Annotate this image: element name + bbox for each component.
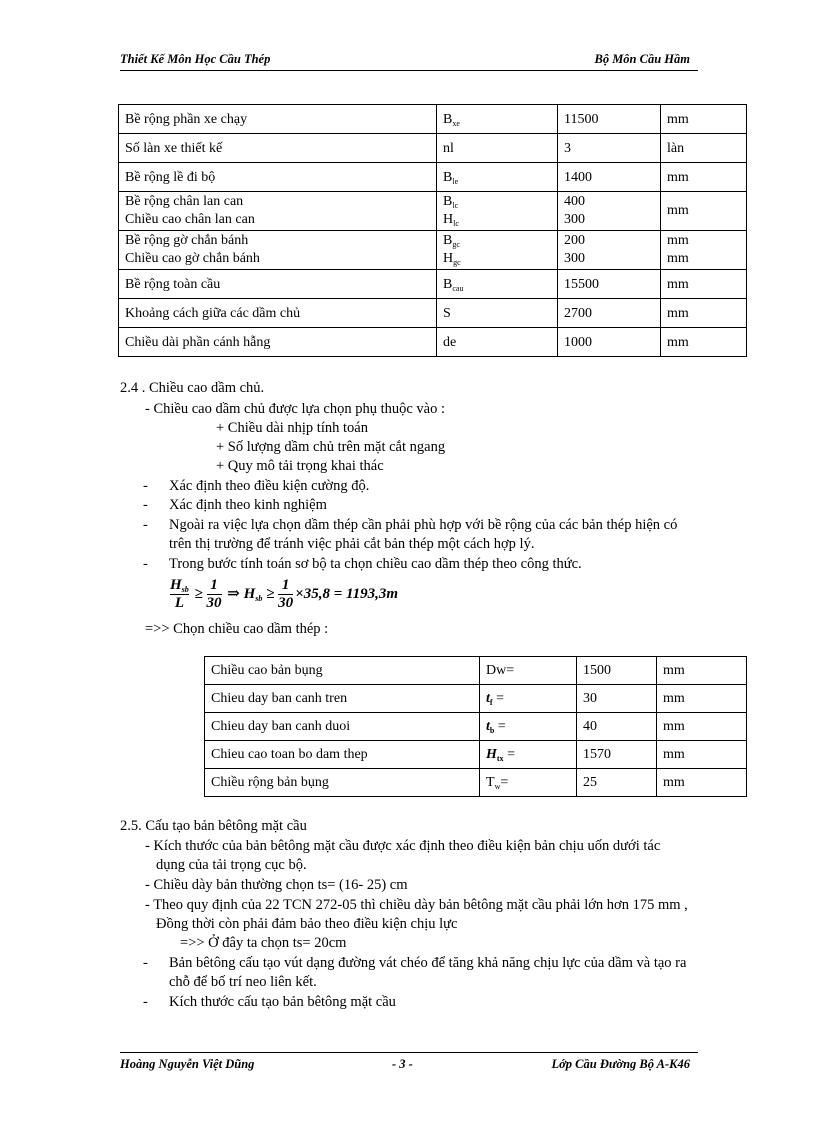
- bullet-dash: -: [143, 556, 148, 572]
- header-right: Bộ Môn Cầu Hầm: [594, 52, 690, 66]
- paragraph: =>> Ở đây ta chọn ts= 20cm: [180, 935, 347, 951]
- table-row: Khoảng cách giữa các dầm chủ S 2700 mm: [119, 299, 747, 328]
- list-item: Trong bước tính toán sơ bộ ta chọn chiều cao dầm thép theo công thức.: [169, 556, 582, 572]
- table-row: Bề rộng gờ chắn bánh Chiều cao gờ chắn bánh $B_{gc}$ $H_{gc}$ 200 300 mm mm: [119, 231, 747, 270]
- table-row: Chieu day ban canh duoi $t_b$ = 40 mm: [205, 713, 747, 741]
- list-item: Xác định theo điều kiện cường độ.: [169, 478, 370, 494]
- table-row: Chieu day ban canh tren $t_f$ = 30 mm: [205, 685, 747, 713]
- page-number: - 3 -: [392, 1057, 413, 1071]
- table-row: Chiều rộng bản bụng $T_w=$ 25 mm: [205, 769, 747, 797]
- list-item: trên thị trường để tránh việc phải cắt bản thép một cách hợp lý.: [169, 536, 535, 552]
- table-row: Bề rộng phần xe chạy $B_{xe}$ 11500 mm: [119, 105, 747, 134]
- section-2-5-title: 2.5. Cấu tạo bản bêtông mặt cầu: [120, 818, 307, 834]
- bullet-dash: -: [143, 497, 148, 513]
- bullet-dash: -: [143, 955, 148, 971]
- list-item: + Quy mô tải trọng khai thác: [216, 458, 384, 474]
- header-left: Thiết Kế Môn Học Cầu Thép: [120, 52, 271, 66]
- paragraph: dụng của tải trọng cục bộ.: [156, 857, 307, 873]
- list-item: chỗ để bố trí neo liên kết.: [169, 974, 317, 990]
- table-row: Bề rộng chân lan can Chiều cao chân lan can $B_{lc}$ $H_{lc}$ 400 300 mm: [119, 192, 747, 231]
- list-item: + Số lượng dầm chủ trên mặt cắt ngang: [216, 439, 446, 455]
- section-2-4-title: 2.4 . Chiều cao dầm chủ.: [120, 380, 265, 396]
- table-row: Bề rộng toàn cầu $B_{cau}$ 15500 mm: [119, 270, 747, 299]
- list-item: Kích thước cấu tạo bản bêtông mặt cầu: [169, 994, 396, 1010]
- page-header: [120, 52, 698, 71]
- paragraph: =>> Chọn chiều cao dầm thép :: [145, 621, 329, 637]
- table-row: Bề rộng lề đi bộ $B_{le}$ 1400 mm: [119, 163, 747, 192]
- bullet-dash: -: [143, 478, 148, 494]
- paragraph: - Chiều cao dầm chủ được lựa chọn phụ thuộc vào :: [145, 401, 446, 417]
- footer-class: Lớp Cầu Đường Bộ A-K46: [551, 1057, 690, 1071]
- table-row: Chiều cao bản bụng Dw= 1500 mm: [205, 657, 747, 685]
- height-formula: $\frac{H_{sb}}{L}$ ≥ $\frac{1}{30}$ ⇒ $H_{sb}$ ≥ $\frac{1}{30}$ ×35,8 = 1193,3m: [170, 577, 399, 611]
- paragraph: - Chiều dày bản thường chọn ts= (16- 25) cm: [145, 877, 408, 893]
- list-item: Bản bêtông cấu tạo vút dạng đường vát chéo để tăng khả năng chịu lực của dầm và tạo ra: [169, 955, 687, 971]
- footer-author: Hoàng Nguyễn Việt Dũng: [120, 1057, 255, 1071]
- list-item: Ngoài ra việc lựa chọn dầm thép cần phải phù hợp với bề rộng của các bản thép hiện có: [169, 517, 678, 533]
- table-row: Chiều dài phần cánh hẫng de 1000 mm: [119, 328, 747, 357]
- list-item: Xác định theo kinh nghiệm: [169, 497, 327, 513]
- paragraph: - Kích thước của bản bêtông mặt cầu được xác định theo điều kiện bản chịu uốn dưới tác: [145, 838, 661, 854]
- steel-girder-table: [204, 656, 747, 797]
- table-row: Chieu cao toan bo dam thep $H_{tx}$ = 1570 mm: [205, 741, 747, 769]
- table-row: Số làn xe thiết kế nl 3 làn: [119, 134, 747, 163]
- paragraph: - Theo quy định của 22 TCN 272-05 thì chiều dày bản bêtông mặt cầu phải lớn hơn 175 mm ,: [145, 897, 688, 913]
- paragraph: Đồng thời còn phải đảm bảo theo điều kiện chịu lực: [156, 916, 458, 932]
- bullet-dash: -: [143, 517, 148, 533]
- list-item: + Chiều dài nhịp tính toán: [216, 420, 368, 436]
- bridge-dimensions-table: [118, 104, 747, 357]
- page-footer: [120, 1052, 698, 1073]
- bullet-dash: -: [143, 994, 148, 1010]
